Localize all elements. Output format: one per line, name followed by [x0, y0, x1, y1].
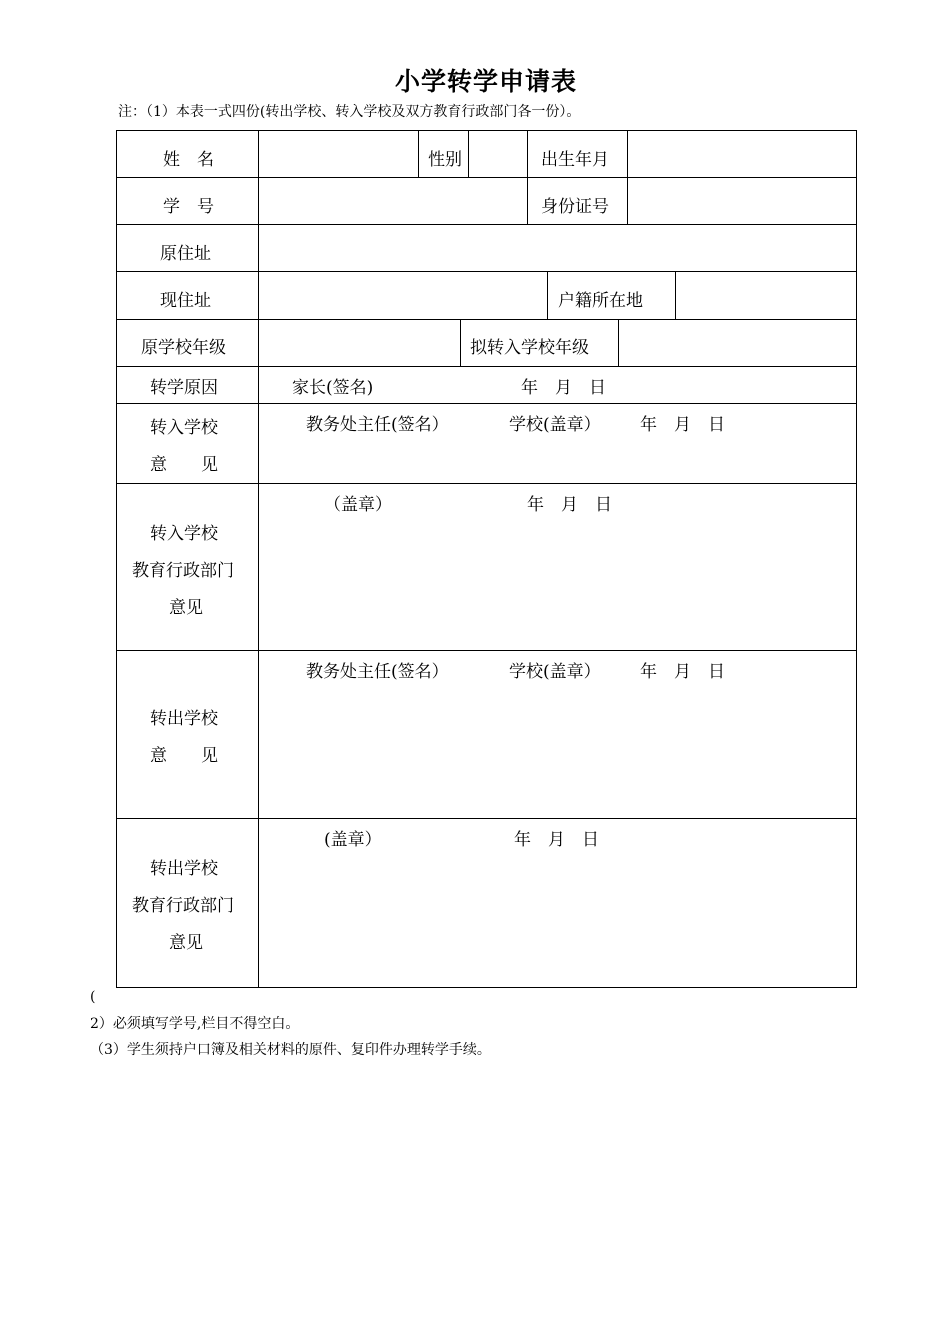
- row-divider: [116, 224, 857, 225]
- parent-sign-label: 家长(签名): [292, 378, 374, 398]
- reason-date-label: 年 月 日: [521, 378, 606, 398]
- in-edu-seal: （盖章）: [324, 495, 392, 515]
- in-school-label-line1: 转入学校: [150, 418, 218, 438]
- row-divider: [116, 403, 857, 404]
- id-card-label: 身份证号: [541, 197, 609, 217]
- out-school-director-sign: 教务处主任(签名）: [306, 662, 449, 682]
- reason-label: 转学原因: [150, 378, 218, 398]
- in-school-date: 年 月 日: [640, 415, 725, 435]
- orig-grade-label: 原学校年级: [141, 338, 226, 358]
- col-divider: [460, 319, 461, 366]
- name-label: 姓 名: [163, 150, 214, 170]
- col-divider: [618, 319, 619, 366]
- table-border-top: [116, 130, 857, 131]
- page-title: 小学转学申请表: [394, 67, 577, 96]
- out-edu-seal: (盖章）: [324, 830, 382, 850]
- student-id-label: 学 号: [163, 197, 214, 217]
- in-edu-date: 年 月 日: [527, 495, 612, 515]
- note-top: 注：（1）本表一式四份(转出学校、转入学校及双方教育行政部门各一份）。: [118, 104, 581, 120]
- col-divider: [527, 130, 528, 224]
- col-divider: [547, 271, 548, 319]
- table-border-left: [116, 130, 117, 988]
- transfer-form-table: [116, 130, 857, 988]
- row-divider: [116, 177, 857, 178]
- row-divider: [116, 319, 857, 320]
- label-column-divider: [258, 130, 259, 988]
- in-edu-label-line3: 意见: [169, 598, 203, 618]
- footer-note-line3: （3）学生须持户口簿及相关材料的原件、复印件办理转学手续。: [90, 1042, 491, 1058]
- orig-address-label: 原住址: [160, 244, 211, 264]
- out-school-date: 年 月 日: [640, 662, 725, 682]
- curr-address-label: 现住址: [160, 291, 211, 311]
- in-edu-label-line2: 教育行政部门: [132, 561, 234, 581]
- target-grade-label: 拟转入学校年级: [470, 338, 589, 358]
- household-label: 户籍所在地: [558, 291, 643, 311]
- in-school-seal: 学校(盖章）: [509, 415, 601, 435]
- col-divider: [627, 130, 628, 224]
- row-divider: [116, 818, 857, 819]
- footer-note-line1: (: [90, 989, 96, 1005]
- footer-note-line2: 2）必须填写学号,栏目不得空白。: [90, 1016, 300, 1032]
- in-edu-label-line1: 转入学校: [150, 524, 218, 544]
- table-border-right: [856, 130, 857, 988]
- row-divider: [116, 483, 857, 484]
- out-edu-date: 年 月 日: [514, 830, 599, 850]
- in-school-director-sign: 教务处主任(签名）: [306, 415, 449, 435]
- out-school-seal: 学校(盖章）: [509, 662, 601, 682]
- col-divider: [675, 271, 676, 319]
- out-edu-label-line2: 教育行政部门: [132, 896, 234, 916]
- gender-label: 性别: [428, 150, 462, 170]
- row-divider: [116, 271, 857, 272]
- out-school-label-line2: 意 见: [150, 746, 218, 766]
- out-edu-label-line3: 意见: [169, 933, 203, 953]
- table-border-bottom: [116, 987, 857, 988]
- col-divider: [418, 130, 419, 177]
- row-divider: [116, 650, 857, 651]
- col-divider: [468, 130, 469, 177]
- in-school-label-line2: 意 见: [150, 455, 218, 475]
- out-edu-label-line1: 转出学校: [150, 859, 218, 879]
- out-school-label-line1: 转出学校: [150, 709, 218, 729]
- birth-label: 出生年月: [541, 150, 609, 170]
- row-divider: [116, 366, 857, 367]
